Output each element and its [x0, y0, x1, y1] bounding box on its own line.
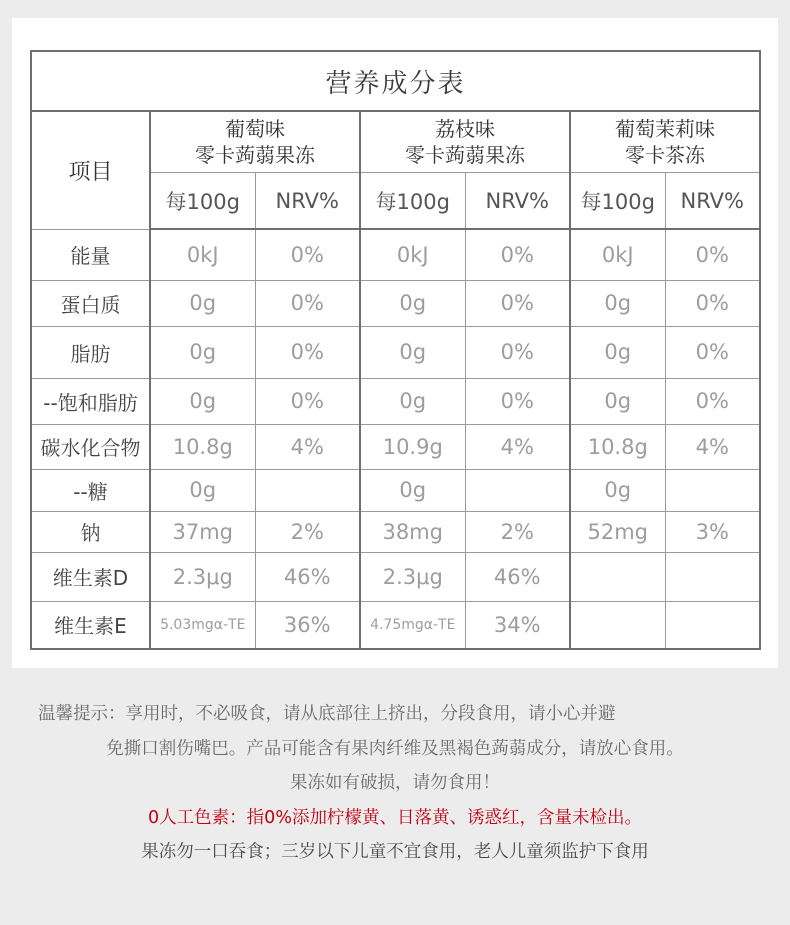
- cell-value: 0%: [465, 326, 570, 378]
- cell-value: 0g: [150, 469, 255, 511]
- product-grape-jasmine-tea-jelly: [570, 111, 760, 173]
- cell-value: [665, 552, 760, 601]
- cell-value: 52mg: [570, 511, 665, 552]
- cell-value: 37mg: [150, 511, 255, 552]
- unit-nrv: NRV%: [465, 173, 570, 230]
- cell-value: 0%: [465, 229, 570, 280]
- cell-value: 0g: [570, 469, 665, 511]
- table-row: [31, 552, 760, 601]
- notes-color-warning: 0人工色素：指0%添加柠檬黄、日落黄、诱惑红，含量未检出。: [148, 807, 642, 828]
- product-name-line2: 零卡蒟蒻果冻: [405, 143, 525, 167]
- unit-per100g: 每100g: [360, 173, 465, 230]
- cell-value: 0kJ: [570, 229, 665, 280]
- notes-line-3: 果冻如有破损，请勿食用！: [290, 773, 500, 793]
- cell-value: 0g: [570, 378, 665, 424]
- cell-value: 46%: [465, 552, 570, 601]
- cell-value: 10.9g: [360, 424, 465, 469]
- row-label: 脂肪: [31, 326, 150, 378]
- item-header: 项目: [31, 111, 150, 229]
- cell-value: 0g: [150, 326, 255, 378]
- cell-value: 0%: [255, 378, 360, 424]
- table-row: [31, 601, 760, 649]
- row-label: 钠: [31, 511, 150, 552]
- cell-value: 4%: [465, 424, 570, 469]
- cell-value: 10.8g: [150, 424, 255, 469]
- nutrition-table: [30, 50, 761, 650]
- cell-value: 0kJ: [150, 229, 255, 280]
- table-title: 营养成分表: [31, 51, 760, 111]
- cell-value: 46%: [255, 552, 360, 601]
- table-row: [31, 378, 760, 424]
- cell-value: 0%: [465, 378, 570, 424]
- cell-value: 10.8g: [570, 424, 665, 469]
- unit-per100g: 每100g: [150, 173, 255, 230]
- notes-line-2: 免撕口割伤嘴巴。产品可能含有果肉纤维及黑褐色蒟蒻成分，请放心食用。: [106, 738, 684, 759]
- cell-value: 0%: [255, 326, 360, 378]
- unit-per100g: 每100g: [570, 173, 665, 230]
- cell-value: [665, 469, 760, 511]
- row-label: 维生素E: [31, 601, 150, 649]
- cell-value: 0%: [665, 326, 760, 378]
- cell-value: 0%: [255, 229, 360, 280]
- notes-block: [0, 697, 790, 870]
- cell-value: 4%: [665, 424, 760, 469]
- unit-nrv: NRV%: [255, 173, 360, 230]
- cell-value: 0%: [255, 280, 360, 326]
- cell-value: 0kJ: [360, 229, 465, 280]
- cell-value: 5.03mgα-TE: [150, 601, 255, 649]
- cell-value: 0g: [150, 378, 255, 424]
- unit-nrv: NRV%: [665, 173, 760, 230]
- table-row: [31, 424, 760, 469]
- notes-choking-warning: 果冻勿一口吞食；三岁以下儿童不宜食用，老人儿童须监护下食用: [141, 842, 649, 862]
- product-name-line1: 荔枝味: [435, 117, 495, 141]
- row-label: 蛋白质: [31, 280, 150, 326]
- cell-value: 3%: [665, 511, 760, 552]
- cell-value: 4.75mgα-TE: [360, 601, 465, 649]
- row-label: 维生素D: [31, 552, 150, 601]
- cell-value: 2%: [465, 511, 570, 552]
- cell-value: 2.3μg: [150, 552, 255, 601]
- row-label: 能量: [31, 229, 150, 280]
- cell-value: 0g: [570, 280, 665, 326]
- cell-value: 0%: [665, 280, 760, 326]
- cell-value: 0%: [665, 229, 760, 280]
- cell-value: 0g: [570, 326, 665, 378]
- cell-value: 36%: [255, 601, 360, 649]
- row-label: --饱和脂肪: [31, 378, 150, 424]
- cell-value: 0g: [360, 326, 465, 378]
- cell-value: 0%: [465, 280, 570, 326]
- cell-value: [255, 469, 360, 511]
- cell-value: 0%: [665, 378, 760, 424]
- table-row: [31, 280, 760, 326]
- cell-value: 34%: [465, 601, 570, 649]
- product-name-line2: 零卡茶冻: [625, 143, 706, 167]
- cell-value: 0g: [360, 280, 465, 326]
- table-row: [31, 469, 760, 511]
- cell-value: [570, 552, 665, 601]
- notes-line-1: 温馨提示：享用时，不必吸食，请从底部往上挤出，分段食用，请小心并避: [38, 704, 616, 724]
- row-label: 碳水化合物: [31, 424, 150, 469]
- cell-value: 2%: [255, 511, 360, 552]
- table-row: [31, 326, 760, 378]
- product-name-line1: 葡萄味: [225, 117, 285, 141]
- cell-value: 0g: [360, 469, 465, 511]
- cell-value: [665, 601, 760, 649]
- cell-value: 0g: [150, 280, 255, 326]
- cell-value: [465, 469, 570, 511]
- cell-value: 2.3μg: [360, 552, 465, 601]
- cell-value: [570, 601, 665, 649]
- table-row: [31, 511, 760, 552]
- product-lychee-konjac: [360, 111, 570, 173]
- table-row: [31, 229, 760, 280]
- product-name-line2: 零卡蒟蒻果冻: [195, 143, 315, 167]
- row-label: --糖: [31, 469, 150, 511]
- product-grape-konjac: [150, 111, 360, 173]
- cell-value: 38mg: [360, 511, 465, 552]
- cell-value: 0g: [360, 378, 465, 424]
- product-name-line1: 葡萄茉莉味: [615, 117, 716, 141]
- cell-value: 4%: [255, 424, 360, 469]
